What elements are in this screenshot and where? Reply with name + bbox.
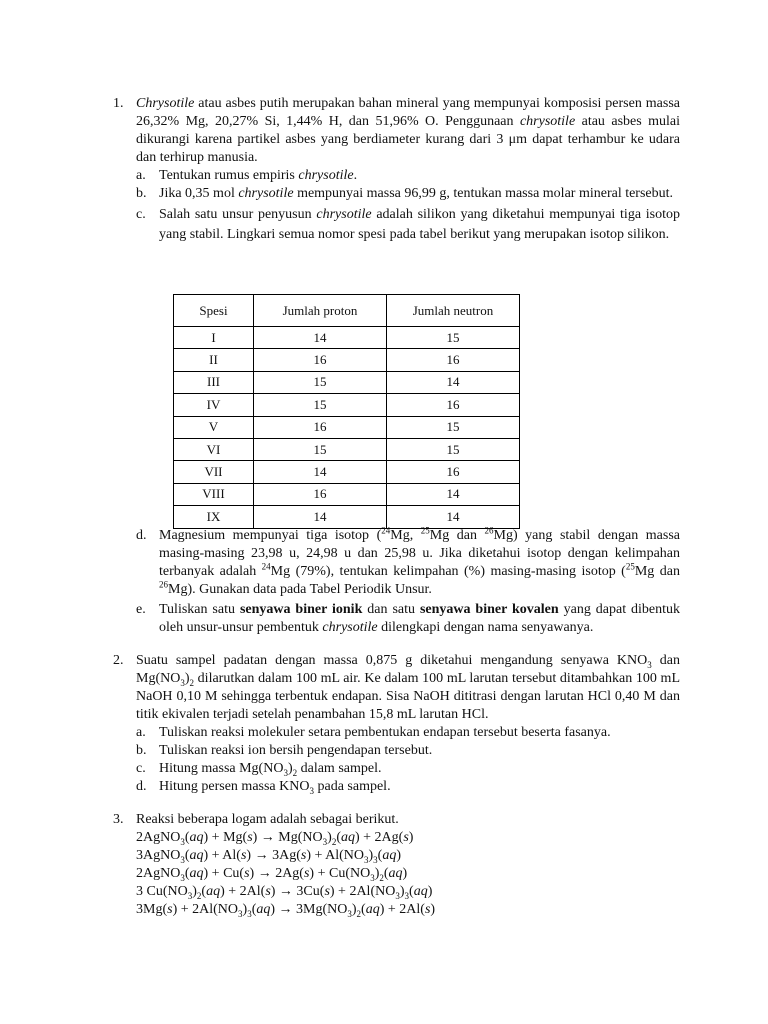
table-cell: 15 <box>254 371 387 393</box>
reaction-equation: 3 $Cu(NO_3)_2(aq) + 2Al(s) \to 3Cu(s) + 2Al(NO_3)_3(aq)$ <box>136 884 433 901</box>
table-cell: VII <box>174 461 254 483</box>
table-cell: III <box>174 371 254 393</box>
column-header: Spesi <box>174 295 254 327</box>
table-row <box>174 438 520 460</box>
table-cell: 16 <box>387 349 520 371</box>
subquestion-c <box>136 205 680 245</box>
question-number: 1. <box>113 96 124 111</box>
table-cell: 14 <box>387 506 520 528</box>
subquestion-label: b. <box>136 186 147 201</box>
table-cell: 14 <box>387 483 520 505</box>
table-cell: 15 <box>387 327 520 349</box>
subquestion-text: Tuliskan reaksi ion bersih pengendapan tersebut. <box>159 743 433 758</box>
table-cell: 16 <box>254 483 387 505</box>
table-cell: 15 <box>387 438 520 460</box>
subquestion-text: Jika 0,35 mol chrysotile mempunyai massa 96,99 g, tentukan massa molar mineral tersebut. <box>159 186 674 201</box>
subquestion-d <box>136 527 680 599</box>
table-cell: I <box>174 327 254 349</box>
subquestion-label: a. <box>136 168 146 183</box>
subquestion-text: Hitung massa $Mg(NO_3)_2$ dalam sampel. <box>159 761 382 778</box>
subquestion-label: c. <box>136 761 146 776</box>
table-cell: II <box>174 349 254 371</box>
table-cell: V <box>174 416 254 438</box>
table-row <box>174 394 520 416</box>
table-row <box>174 371 520 393</box>
subquestion-label: d. <box>136 779 147 794</box>
subquestion-a <box>136 167 680 185</box>
subquestion-label: a. <box>136 725 146 740</box>
subquestion-a <box>136 724 680 742</box>
table-cell: 16 <box>254 416 387 438</box>
table-cell: 16 <box>387 394 520 416</box>
table-row <box>174 349 520 371</box>
table-cell: 16 <box>254 349 387 371</box>
question-intro: Suatu sampel padatan dengan massa 0,875 g diketahui mengandung senyawa $KNO_3$ dan $Mg(NO_3)_2$ dilarutkan dalam 100 mL air. Ke dalam 100 mL larutan tersebut ditambahkan 100 mL NaOH 0,10 M sehingga terbentuk endapan. Sisa NaOH dititrasi dengan larutan HCl 0,40 M dan titik ekivalen terjadi setelah penambahan 15,8 mL larutan HCl. <box>136 653 680 722</box>
question-number: 2. <box>113 653 124 668</box>
subquestion-text: Magnesium mempunyai tiga isotop ($^{24}$Mg, $^{25}$Mg dan $^{26}$Mg) yang stabil dengan massa masing-masing 23,98 u, 24,98 u dan 25,98 u. Jika diketahui isotop dengan kelimpahan terbanyak adalah $^{24}$Mg (79%), tentukan kelimpahan (%) masing-masing isotop ($^{25}$Mg dan $^{26}$Mg). Gunakan data pada Tabel Periodik Unsur. <box>159 525 681 597</box>
subquestion-text: Tuliskan reaksi molekuler setara pembentukan endapan tersebut beserta fasanya. <box>159 725 611 740</box>
table-cell: IV <box>174 394 254 416</box>
subquestion-e <box>136 601 680 637</box>
subquestion-text: Salah satu unsur penyusun chrysotile adalah silikon yang diketahui mempunyai tiga isotop yang stabil. Lingkari semua nomor spesi pada tabel berikut yang merupakan isotop silikon. <box>159 207 681 242</box>
reaction-equation: 2AgNO$_3$(aq) + $Cu(s) \to 2Ag(s) + Cu(NO_3)_2(aq)$ <box>136 866 408 883</box>
table-row <box>174 327 520 349</box>
table-cell: 14 <box>254 461 387 483</box>
subquestion-b <box>136 742 680 760</box>
reaction-equation: $3Mg(s) + 2Al(NO_3)_3(aq) \to 3Mg(NO_3)_2(aq) + 2Al(s)$ <box>136 902 436 919</box>
table-cell: 16 <box>387 461 520 483</box>
table-row <box>174 461 520 483</box>
reaction-equation: 2AgNO$_3$(aq) + $Mg(s) \to Mg(NO_3)_2(aq) + 2Ag(s)$ <box>136 830 414 847</box>
subquestion-text: Tuliskan satu senyawa biner ionik dan satu senyawa biner kovalen yang dapat dibentuk oleh unsur-unsur pembentuk chrysotile dilengkapi dengan nama senyawanya. <box>159 602 681 635</box>
table-cell: 15 <box>254 438 387 460</box>
table-header-row <box>174 295 520 327</box>
subquestion-text: Tentukan rumus empiris chrysotile. <box>159 168 358 183</box>
subquestion-label: c. <box>136 207 146 222</box>
question-2 <box>113 652 680 796</box>
reaction-equation: 3AgNO$_3$(aq) + $Al(s) \to 3Ag(s) + Al(NO_3)_3(aq)$ <box>136 848 401 865</box>
subquestion-d <box>136 778 680 796</box>
table-cell: 14 <box>254 327 387 349</box>
question-intro: Chrysotile atau asbes putih merupakan bahan mineral yang mempunyai komposisi persen massa 26,32% Mg, 20,27% Si, 1,44% H, dan 51,96% O. Penggunaan chrysotile atau asbes mulai dikurangi karena partikel asbes yang berdiameter kurang dari 3 μm dapat terhambur ke udara dan terhirup manusia. <box>136 96 680 165</box>
subquestion-b <box>136 185 680 203</box>
column-header: Jumlah neutron <box>387 295 520 327</box>
table-cell: 14 <box>254 506 387 528</box>
table-cell: 15 <box>254 394 387 416</box>
table-row <box>174 506 520 528</box>
table-cell: 14 <box>387 371 520 393</box>
table-cell: VIII <box>174 483 254 505</box>
question-intro: Reaksi beberapa logam adalah sebagai berikut. <box>136 812 399 827</box>
question-3 <box>113 811 680 919</box>
isotope-table <box>173 294 520 529</box>
subquestion-text: Hitung persen massa $KNO_3$ pada sampel. <box>159 779 391 796</box>
table-row <box>174 483 520 505</box>
question-1 <box>113 95 680 245</box>
table-cell: VI <box>174 438 254 460</box>
table-cell: IX <box>174 506 254 528</box>
subquestion-label: e. <box>136 602 146 617</box>
subquestion-c <box>136 760 680 778</box>
column-header: Jumlah proton <box>254 295 387 327</box>
question-1-continued <box>113 527 680 637</box>
subquestion-label: b. <box>136 743 147 758</box>
table-cell: 15 <box>387 416 520 438</box>
question-number: 3. <box>113 812 124 827</box>
table-row <box>174 416 520 438</box>
subquestion-label: d. <box>136 528 147 543</box>
